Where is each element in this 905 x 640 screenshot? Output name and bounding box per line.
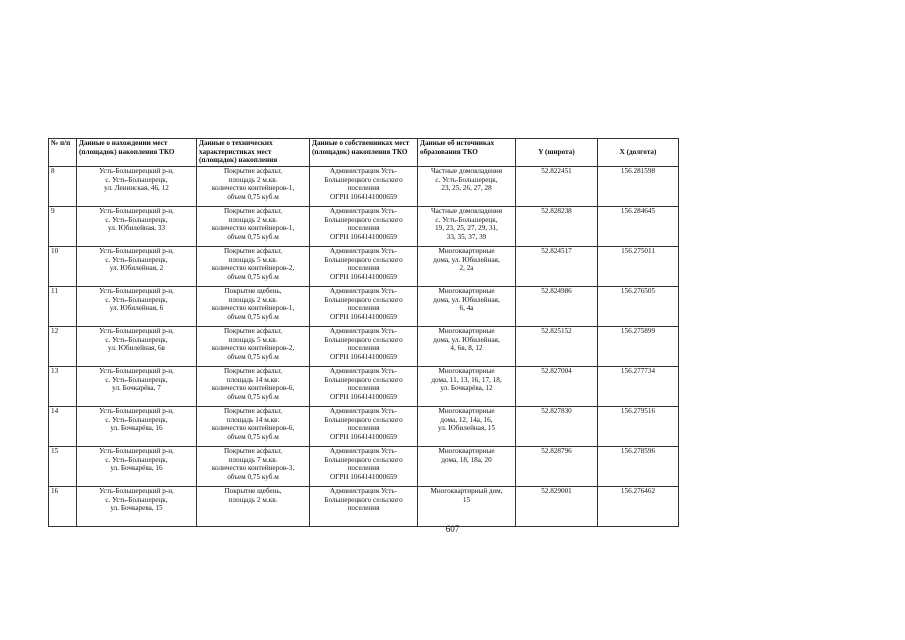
cell-latitude: 52.828796 [516, 447, 598, 487]
cell-longitude: 156.276505 [598, 287, 679, 327]
cell-latitude: 52.827004 [516, 367, 598, 407]
cell-source: Многоквартирные дома, 12, 14а, 16, ул. Юбилейная, 15 [418, 407, 516, 447]
cell-owner: Администрация Усть- Большерецкого сельского поселения ОГРН 1064141000659 [310, 167, 418, 207]
cell-latitude: 52.829001 [516, 487, 598, 527]
cell-num: 16 [49, 487, 77, 527]
cell-owner: Администрация Усть- Большерецкого сельского поселения ОГРН 1064141000659 [310, 367, 418, 407]
cell-owner: Администрация Усть- Большерецкого сельского поселения ОГРН 1064141000659 [310, 247, 418, 287]
cell-longitude: 156.278596 [598, 447, 679, 487]
table-row [49, 207, 679, 247]
cell-owner: Администрация Усть- Большерецкого сельского поселения ОГРН 1064141000659 [310, 407, 418, 447]
cell-source: Многоквартирные дома, ул. Юбилейная, 2, 2а [418, 247, 516, 287]
cell-owner: Администрация Усть- Большерецкого сельского поселения ОГРН 1064141000659 [310, 207, 418, 247]
cell-num: 14 [49, 407, 77, 447]
cell-location: Усть-Большерецкий р-н, с. Усть-Большерецк, ул. Бочкарёва, 7 [77, 367, 197, 407]
table-row [49, 367, 679, 407]
table-row [49, 487, 679, 527]
cell-num: 10 [49, 247, 77, 287]
cell-longitude: 156.279516 [598, 407, 679, 447]
page-number: 607 [445, 524, 460, 534]
header-tech: Данные о технических характеристиках мест (площадок) накопления [197, 139, 310, 167]
header-source: Данные об источниках образования ТКО [418, 139, 516, 167]
cell-owner: Администрация Усть- Большерецкого сельского поселения ОГРН 1064141000659 [310, 287, 418, 327]
cell-owner: Администрация Усть- Большерецкого сельского поселения [310, 487, 418, 527]
cell-tech: Покрытие асфальт, площадь 2 м.кв. количество контейнеров-1, объем 0,75 куб.м [197, 167, 310, 207]
cell-source: Многоквартирные дома, 18, 18а, 20 [418, 447, 516, 487]
cell-latitude: 52.824517 [516, 247, 598, 287]
cell-owner: Администрация Усть- Большерецкого сельского поселения ОГРН 1064141000659 [310, 447, 418, 487]
cell-location: Усть-Большерецкий р-н, с. Усть-Большерецк, ул. Ленинская, 46, 12 [77, 167, 197, 207]
cell-longitude: 156.284645 [598, 207, 679, 247]
cell-source: Многоквартирные дома, 11, 13, 16, 17, 18, ул. Бочкарёва, 12 [418, 367, 516, 407]
cell-location: Усть-Большерецкий р-н, с. Усть-Большерецк, ул. Бочкарёва, 16 [77, 447, 197, 487]
cell-longitude: 156.275899 [598, 327, 679, 367]
table-row [49, 447, 679, 487]
cell-location: Усть-Большерецкий р-н, с. Усть-Большерецк, ул. Юбилейная, 2 [77, 247, 197, 287]
cell-longitude: 156.277734 [598, 367, 679, 407]
header-location: Данные о нахождении мест (площадок) накопления ТКО [77, 139, 197, 167]
cell-num: 11 [49, 287, 77, 327]
table-row [49, 247, 679, 287]
cell-longitude: 156.281598 [598, 167, 679, 207]
cell-num: 9 [49, 207, 77, 247]
cell-tech: Покрытие асфальт, площадь 5 м.кв. количество контейнеров-2, объем 0,75 куб.м [197, 327, 310, 367]
cell-tech: Покрытие асфальт, площадь 2 м.кв. количество контейнеров-1, объем 0,75 куб.м [197, 207, 310, 247]
table-row [49, 167, 679, 207]
tko-sites-table [48, 138, 679, 527]
cell-source: Многоквартирные дома, ул. Юбилейная, 4, 6в, 8, 12 [418, 327, 516, 367]
cell-source: Частные домовладения с. Усть-Большерецк, 23, 25, 26, 27, 28 [418, 167, 516, 207]
cell-tech: Покрытие щебень, площадь 2 м.кв. количество контейнеров-1, объем 0,75 куб.м [197, 287, 310, 327]
cell-latitude: 52.828238 [516, 207, 598, 247]
cell-tech: Покрытие асфальт, площадь 7 м.кв. количество контейнеров-3, объем 0,75 куб.м [197, 447, 310, 487]
table-body [49, 167, 679, 527]
header-latitude: Y (широта) [516, 139, 598, 167]
cell-location: Усть-Большерецкий р-н, с. Усть-Большерецк, ул. Юбилейная, 33 [77, 207, 197, 247]
cell-num: 15 [49, 447, 77, 487]
cell-latitude: 52.825152 [516, 327, 598, 367]
cell-longitude: 156.275011 [598, 247, 679, 287]
header-owner: Данные о собственниках мест (площадок) накопления ТКО [310, 139, 418, 167]
cell-num: 12 [49, 327, 77, 367]
table-row [49, 407, 679, 447]
cell-tech: Покрытие щебень, площадь 2 м.кв. [197, 487, 310, 527]
cell-owner: Администрация Усть- Большерецкого сельского поселения ОГРН 1064141000659 [310, 327, 418, 367]
cell-source: Многоквартирные дома, ул. Юбилейная, 6, 4а [418, 287, 516, 327]
cell-location: Усть-Большерецкий р-н, с. Усть-Большерецк, ул. Юбилейная, 6в [77, 327, 197, 367]
cell-source: Многоквартирный дом, 15 [418, 487, 516, 527]
cell-location: Усть-Большерецкий р-н, с. Усть-Большерецк, ул. Юбилейная, 6 [77, 287, 197, 327]
cell-num: 8 [49, 167, 77, 207]
table-header-row [49, 139, 679, 167]
table-row [49, 287, 679, 327]
cell-latitude: 52.827830 [516, 407, 598, 447]
cell-latitude: 52.824986 [516, 287, 598, 327]
cell-latitude: 52.822451 [516, 167, 598, 207]
cell-location: Усть-Большерецкий р-н, с. Усть-Большерецк, ул. Бочкарева, 15 [77, 487, 197, 527]
cell-num: 13 [49, 367, 77, 407]
cell-tech: Покрытие асфальт, площадь 14 м.кв. количество контейнеров-6, объем 0,75 куб.м [197, 407, 310, 447]
cell-location: Усть-Большерецкий р-н, с. Усть-Большерецк, ул. Бочкарёва, 16 [77, 407, 197, 447]
cell-source: Частные домовладения с. Усть-Большерецк, 19, 23, 25, 27, 29, 31, 33, 35, 37, 39 [418, 207, 516, 247]
header-longitude: X (долгота) [598, 139, 679, 167]
header-num: № п/п [49, 139, 77, 167]
cell-tech: Покрытие асфальт, площадь 14 м.кв. количество контейнеров-6, объем 0,75 куб.м [197, 367, 310, 407]
table-row [49, 327, 679, 367]
cell-longitude: 156.276462 [598, 487, 679, 527]
cell-tech: Покрытие асфальт, площадь 5 м.кв. количество контейнеров-2, объем 0,75 куб.м [197, 247, 310, 287]
